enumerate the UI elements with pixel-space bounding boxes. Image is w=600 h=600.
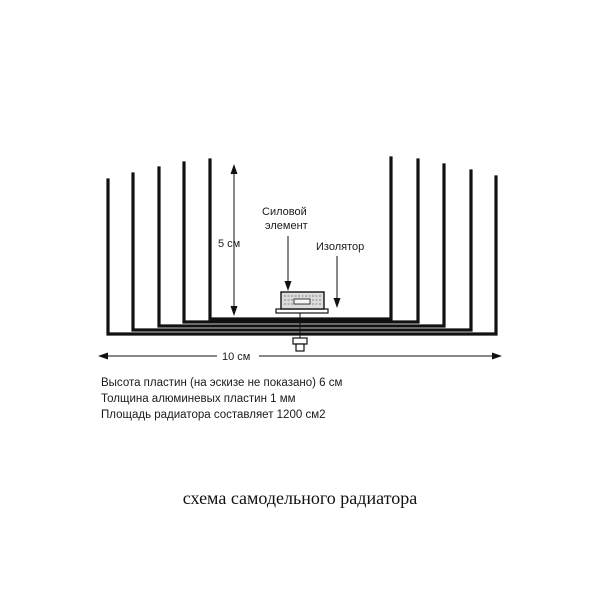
note-plate-thickness: Толщина алюминевых пластин 1 мм xyxy=(101,393,296,405)
power-element-label-line2: элемент xyxy=(265,220,308,232)
power-element xyxy=(281,292,324,309)
insulator-pointer xyxy=(334,256,341,308)
power-element-pointer xyxy=(285,236,292,291)
note-radiator-area: Площадь радиатора составляет 1200 см2 xyxy=(101,409,326,421)
width-dimension-label: 10 см xyxy=(222,351,251,363)
height-dimension-label: 5 см xyxy=(218,238,241,250)
diagram-caption: схема самодельного радиатора xyxy=(182,488,418,508)
power-element-label-line1: Силовой xyxy=(262,206,307,218)
notes xyxy=(101,377,342,421)
note-plate-height: Высота пластин (на эскизе не показано) 6 см xyxy=(101,377,343,389)
insulator-label: Изолятор xyxy=(316,241,365,253)
